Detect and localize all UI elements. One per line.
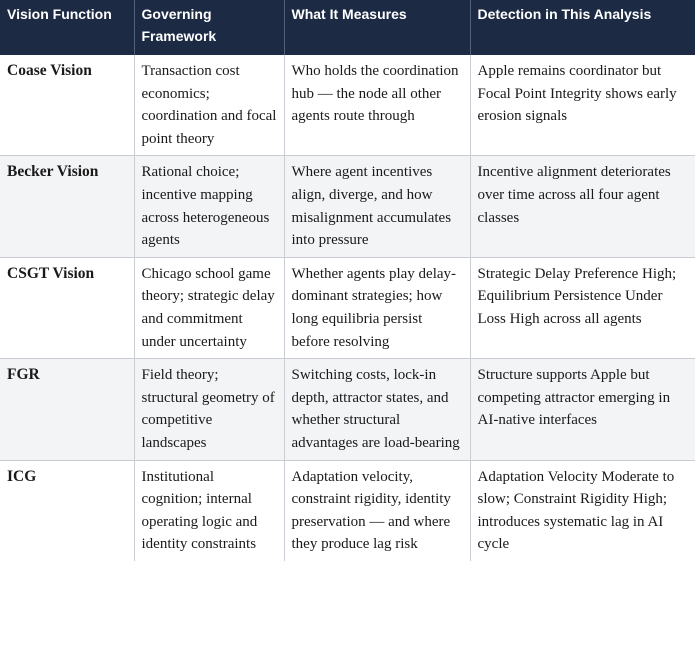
vision-function-cell: ICG [0, 460, 134, 561]
framework-cell: Rational choice; incentive mapping across heterogeneous agents [134, 156, 284, 257]
table-row [0, 55, 695, 156]
table-body [0, 55, 695, 561]
framework-cell: Institutional cognition; internal operating logic and identity constraints [134, 460, 284, 561]
detection-cell: Adaptation Velocity Moderate to slow; Constraint Rigidity High; introduces systematic lag in AI cycle [470, 460, 695, 561]
table-row [0, 156, 695, 257]
header-row [0, 0, 695, 55]
header-vision-function: Vision Function [0, 0, 134, 55]
measures-cell: Who holds the coordination hub — the node all other agents route through [284, 55, 470, 156]
vision-function-cell: FGR [0, 359, 134, 460]
detection-cell: Incentive alignment deteriorates over time across all four agent classes [470, 156, 695, 257]
table-row [0, 257, 695, 358]
measures-cell: Switching costs, lock-in depth, attractor states, and whether structural advantages are load-bearing [284, 359, 470, 460]
detection-cell: Apple remains coordinator but Focal Point Integrity shows early erosion signals [470, 55, 695, 156]
header-detection: Detection in This Analysis [477, 6, 652, 22]
vision-function-cell: Becker Vision [0, 156, 134, 257]
measures-cell: Whether agents play delay-dominant strategies; how long equilibria persist before resolving [284, 257, 470, 358]
table-header [0, 0, 695, 55]
vision-function-cell: Coase Vision [0, 55, 134, 156]
detection-cell: Strategic Delay Preference High; Equilibrium Persistence Under Loss High across all agents [470, 257, 695, 358]
detection-cell: Structure supports Apple but competing attractor emerging in AI-native interfaces [470, 359, 695, 460]
vision-function-cell: CSGT Vision [0, 257, 134, 358]
measures-cell: Where agent incentives align, diverge, and how misalignment accumulates into pressure [284, 156, 470, 257]
table-row [0, 359, 695, 460]
framework-cell: Transaction cost economics; coordination and focal point theory [134, 55, 284, 156]
framework-cell: Chicago school game theory; strategic delay and commitment under uncertainty [134, 257, 284, 358]
framework-cell: Field theory; structural geometry of competitive landscapes [134, 359, 284, 460]
table-row [0, 460, 695, 561]
measures-cell: Adaptation velocity, constraint rigidity, identity preservation — and where they produce lag risk [284, 460, 470, 561]
header-governing-framework: Governing Framework [134, 0, 284, 55]
header-what-it-measures: What It Measures [284, 0, 470, 55]
